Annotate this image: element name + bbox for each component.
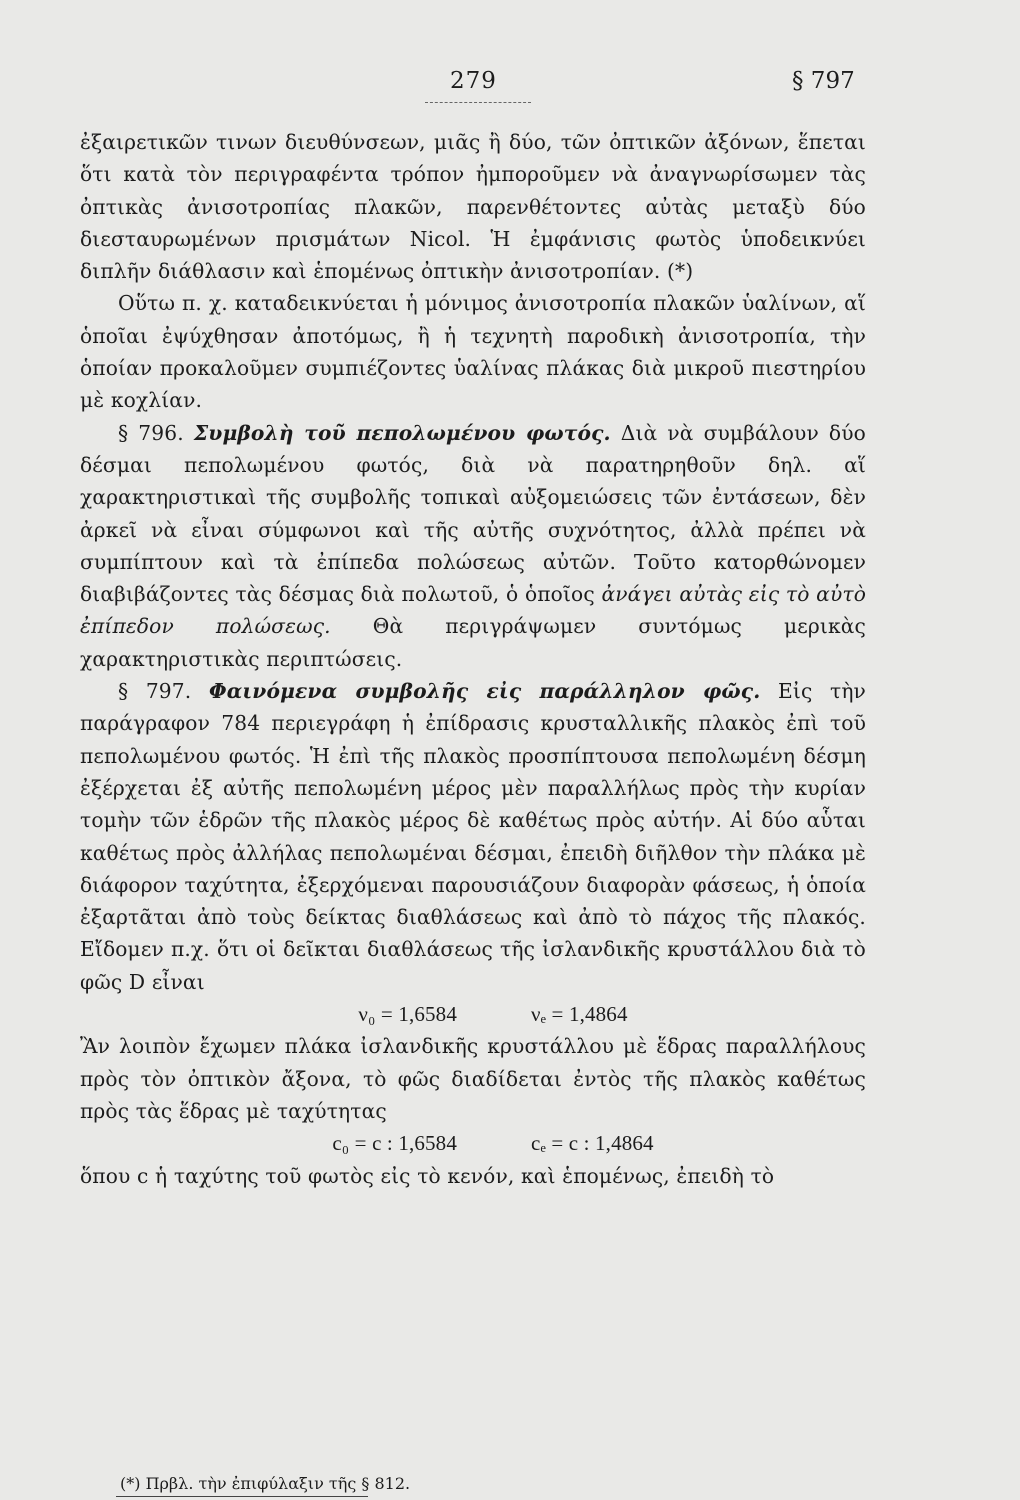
formula-velocities (80, 1127, 866, 1159)
section-text-797: Εἰς τὴν παράγραφον 784 περιεγράφη ἡ ἐπίδρασις κρυσταλλικῆς πλακὸς ἐπὶ τοῦ πεπολωμένου φωτός. Ἡ ἐπὶ τῆς πλακὸς προσπίπτουσα πεπολωμένη δέσμη ἐξέρχεται ἐξ αὐτῆς πεπολωμένη μέρος μὲν παραλλήλως πρὸς τὴν κυρίαν τομὴν τῶν ἑδρῶν τῆς πλακὸς μέρος δὲ καθέτως πρὸς αὐτήν. Αἱ δύο αὗται καθέτως πρὸς ἀλλήλας πεπολωμέναι δέσμαι, ἐπειδὴ διῆλθον τὴν πλάκα μὲ διάφορον ταχύτητα, ἐξερχόμεναι παρουσιάζουν διαφορὰν φάσεως, ἡ ὁποία ἐξαρτᾶται ἀπὸ τοὺς δείκτας διαθλάσεως καὶ ἀπὸ τὸ πάχος τῆς πλακός. Εἴδομεν π.χ. ὅτι οἱ δεῖκται διαθλάσεως τῆς ἰσλανδικῆς κρυστάλλου διὰ τὸ φῶς D εἶναι (80, 679, 866, 994)
formula-n-e: νₑ = 1,4864 (530, 1002, 628, 1027)
section-heading-796: Συμβολὴ τοῦ πεπολωμένου φωτός. (193, 420, 611, 445)
header-rule (425, 102, 531, 103)
formula-c-o: c₀ = c : 1,6584 (332, 1131, 457, 1156)
page-number: 279 (450, 68, 497, 94)
formula-refractive-indices (80, 998, 866, 1030)
footnote-rule (116, 1496, 368, 1497)
body-text (80, 126, 866, 1192)
paragraph-2: Οὕτω π. χ. καταδεικνύεται ἡ μόνιμος ἀνισοτροπία πλακῶν ὑαλίνων, αἵ ὁποῖαι ἐψύχθησαν ἀποτόμως, ἢ ἡ τεχνητὴ παροδικὴ ἀνισοτροπία, τὴν ὁποίαν προκαλοῦμεν συμπιέζοντες ὑαλίνας πλάκας διὰ μικροῦ πιεστηρίου μὲ κοχλίαν. (80, 291, 866, 413)
paragraph-1: ἐξαιρετικῶν τινων διευθύνσεων, μιᾶς ἢ δύο, τῶν ὀπτικῶν ἀξόνων, ἕπεται ὅτι κατὰ τὸν περιγραφέντα τρόπον ἠμποροῦμεν νὰ ἀναγνωρίσωμεν τὰς ὀπτικὰς ἀνισοτροπίας πλακῶν, παρενθέτοντες αὐτὰς μεταξὺ δύο διεσταυρωμένων πρισμάτων Nicol. Ἡ ἐμφάνισις φωτὸς ὑποδεικνύει διπλῆν διάθλασιν καὶ ἑπομένως ὀπτικὴν ἀνισοτροπίαν. (*) (80, 130, 866, 284)
section-reference: § 797 (792, 68, 855, 94)
formula-n-o: ν₀ = 1,6584 (358, 1002, 457, 1027)
formula-c-e: cₑ = c : 1,4864 (530, 1131, 654, 1156)
paragraph-796 (80, 417, 866, 675)
section-text-796: Διὰ νὰ συμβάλουν δύο δέσμαι πεπολωμένου φωτός, διὰ νὰ παρατηρηθοῦν δηλ. αἵ χαρακτηριστικαὶ τῆς συμβολῆς τοπικαὶ αὐξομειώσεις τῶν ἐντάσεων, δὲν ἀρκεῖ νὰ εἶναι σύμφωνοι καὶ τῆς αὐτῆς συχνότητος, ἀλλὰ πρέπει νὰ συμπίπτουν καὶ τὰ ἐπίπεδα πολώσεως αὐτῶν. Τοῦτο κατορθώνομεν διαβιβάζοντες τὰς δέσμας διὰ πολωτοῦ, ὁ ὁποῖος (80, 420, 866, 607)
section-tail-796: Θὰ περιγράψωμεν συντόμως μερικὰς χαρακτηριστικὰς περιπτώσεις. (80, 614, 866, 671)
paragraph-6: ὅπου c ἡ ταχύτης τοῦ φωτὸς εἰς τὸ κενόν, καὶ ἑπομένως, ἐπειδὴ τὸ (80, 1163, 775, 1188)
page-header (0, 68, 1020, 108)
paragraph-5: Ἂν λοιπὸν ἔχωμεν πλάκα ἰσλανδικῆς κρυστάλλου μὲ ἕδρας παραλλήλους πρὸς τὸν ὀπτικὸν ἄξονα, τὸ φῶς διαδίδεται ἐντὸς τῆς πλακὸς καθέτως πρὸς τὰς ἕδρας μὲ ταχύτητας (80, 1034, 866, 1123)
section-italic-796: ἀνάγει αὐτὰς εἰς τὸ αὐτὸ ἐπίπεδον πολώσεως. (80, 582, 867, 639)
footnote: (*) Πρβλ. τὴν ἐπιφύλαξιν τῆς § 812. (120, 1474, 411, 1493)
section-number-796: § 796. (118, 420, 184, 445)
paragraph-797 (80, 675, 866, 998)
section-number-797: § 797. (118, 679, 192, 704)
section-heading-797: Φαινόμενα συμβολῆς εἰς παράλληλον φῶς. (208, 679, 761, 704)
